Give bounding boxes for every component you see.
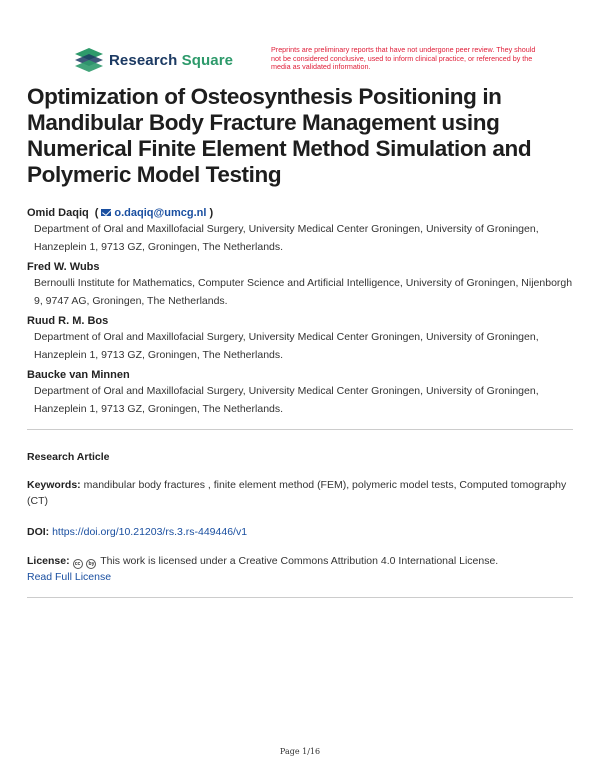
author-affiliation: Department of Oral and Maxillofacial Surgery, University Medical Center Groningen, University of Groningen, Hanzeplein 1, 9713 GZ, Groningen, The Netherlands. bbox=[34, 223, 539, 253]
section-divider bbox=[27, 597, 573, 598]
preprint-notice: Preprints are preliminary reports that have not undergone peer review. They should not be considered conclusive, used to inform clinical practice, or referenced by the media as validated information. bbox=[271, 45, 536, 72]
creative-commons-icon: cc bbox=[73, 559, 83, 569]
author-list bbox=[27, 205, 577, 421]
author-email-group: ( o.daqiq@umcg.nl ) bbox=[94, 207, 214, 219]
section-divider bbox=[27, 429, 573, 430]
logo-text: Research Square bbox=[109, 51, 234, 69]
research-square-logo[interactable] bbox=[75, 48, 233, 72]
author-entry bbox=[27, 367, 577, 418]
author-affiliation: Department of Oral and Maxillofacial Surgery, University Medical Center Groningen, University of Groningen, Hanzeplein 1, 9713 GZ, Groningen, The Netherlands. bbox=[34, 331, 539, 361]
paper-title: Optimization of Osteosynthesis Positioning in Mandibular Body Fracture Management using Numerical Finite Element Method Simulation and Polymeric Model Testing bbox=[27, 84, 532, 187]
doi-label: DOI: bbox=[27, 526, 50, 538]
author-affiliation: Bernoulli Institute for Mathematics, Computer Science and Artificial Intelligence, University of Groningen, Nijenborgh 9, 9747 AG, Groningen, The Netherlands. bbox=[34, 277, 573, 307]
attribution-icon: by bbox=[86, 559, 96, 569]
doi-link[interactable]: https://doi.org/10.21203/rs.3.rs-449446/v1 bbox=[52, 526, 248, 538]
keywords-label: Keywords: bbox=[27, 479, 81, 491]
author-name: Omid Daqiq ( o.daqiq@umcg.nl ) bbox=[27, 207, 214, 219]
research-square-logo-icon bbox=[75, 48, 103, 72]
author-name: Baucke van Minnen bbox=[27, 369, 130, 381]
license bbox=[27, 553, 577, 585]
keywords-value: mandibular body fractures , finite element method (FEM), polymeric model tests, Computed tomography (CT) bbox=[27, 479, 567, 507]
author-entry bbox=[27, 259, 577, 310]
article-type: Research Article bbox=[27, 451, 110, 463]
author-name: Ruud R. M. Bos bbox=[27, 315, 109, 327]
doi bbox=[27, 524, 577, 540]
author-email-link[interactable]: o.daqiq@umcg.nl bbox=[114, 207, 207, 219]
author-entry bbox=[27, 313, 577, 364]
header bbox=[75, 46, 535, 76]
read-full-license-link[interactable]: Read Full License bbox=[27, 571, 112, 583]
author-entry bbox=[27, 205, 577, 256]
page-number: Page 1/16 bbox=[279, 747, 321, 756]
license-text: This work is licensed under a Creative Commons Attribution 4.0 International License. bbox=[100, 555, 499, 567]
author-name: Fred W. Wubs bbox=[27, 261, 100, 273]
license-label: License: bbox=[27, 555, 70, 567]
author-affiliation: Department of Oral and Maxillofacial Surgery, University Medical Center Groningen, University of Groningen, Hanzeplein 1, 9713 GZ, Groningen, The Netherlands. bbox=[34, 385, 539, 415]
keywords bbox=[27, 477, 577, 509]
mail-icon bbox=[101, 209, 111, 216]
